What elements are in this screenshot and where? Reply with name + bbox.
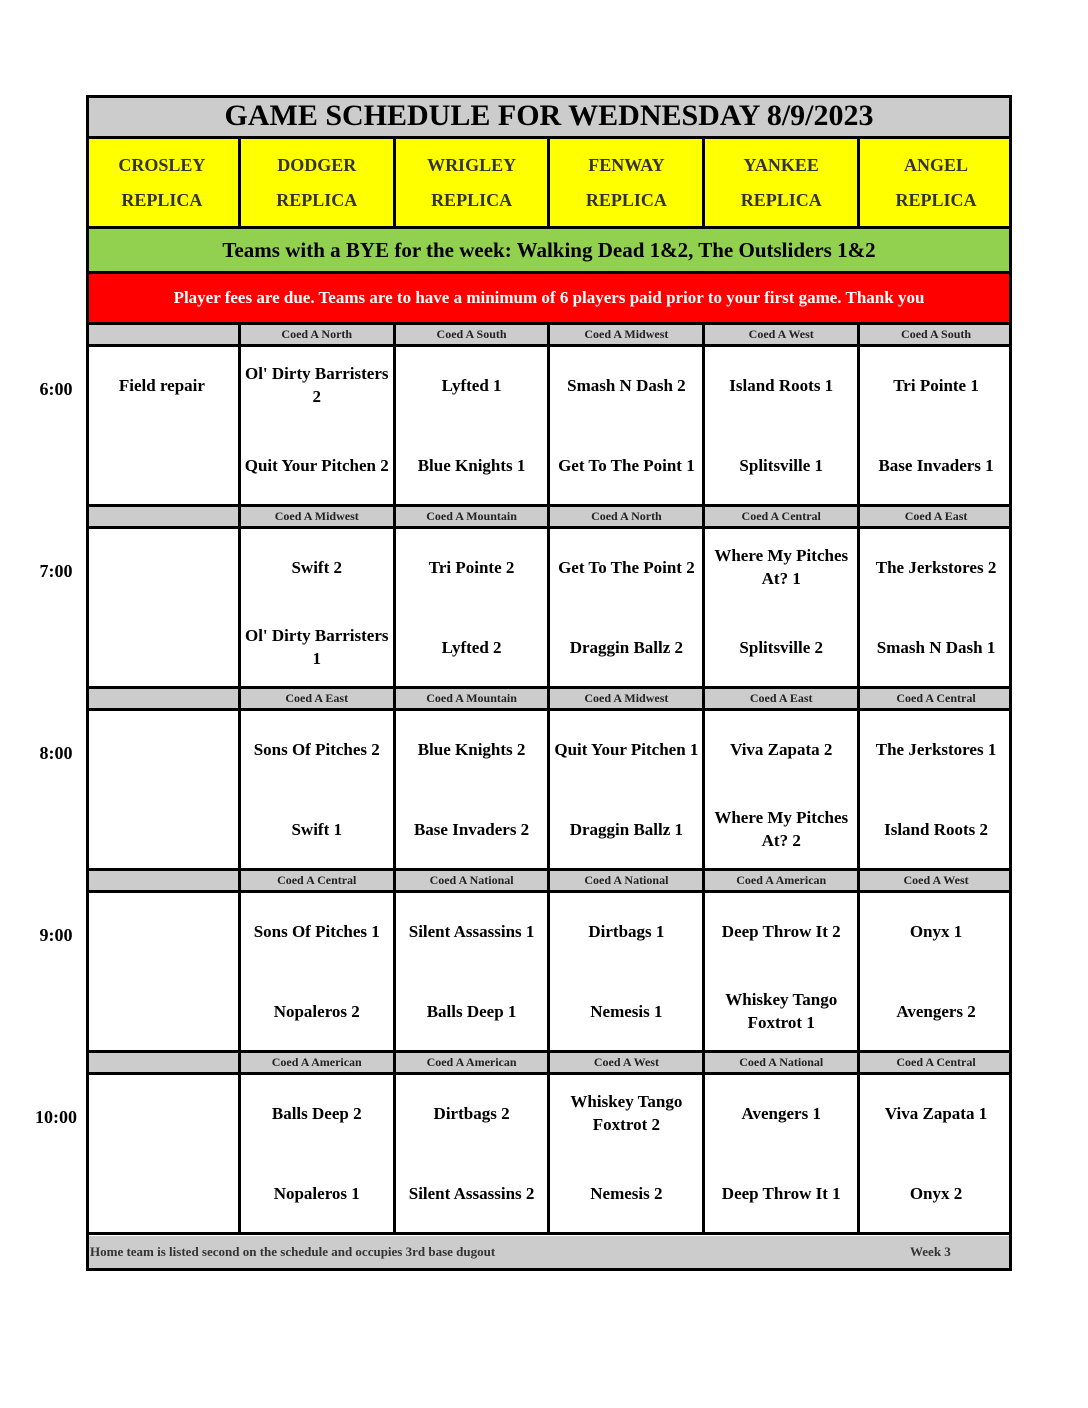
home-team: Whiskey Tango Foxtrot 1 bbox=[725, 990, 838, 1032]
away-team: Quit Your Pitchen 1 bbox=[554, 739, 699, 759]
home-team: Base Invaders 2 bbox=[413, 819, 530, 839]
home-team: Draggin Ballz 2 bbox=[569, 637, 684, 657]
footer-note: Home team is listed second on the schedule and occupies 3rd base dugout bbox=[90, 1244, 496, 1259]
away-team: Deep Throw It 2 bbox=[721, 921, 841, 941]
division-label: Coed A National bbox=[550, 871, 705, 893]
game-cell bbox=[396, 893, 551, 1053]
field-sub: REPLICA bbox=[431, 189, 513, 210]
division-label: Coed A East bbox=[705, 689, 860, 711]
away-team: Field repair bbox=[118, 375, 205, 395]
home-team bbox=[86, 1167, 238, 1219]
game-cell bbox=[396, 529, 551, 689]
away-team bbox=[86, 723, 238, 775]
division-label: Coed A Midwest bbox=[550, 689, 705, 711]
field-sub: REPLICA bbox=[121, 189, 203, 210]
game-cell bbox=[86, 529, 241, 689]
division-label bbox=[86, 507, 241, 529]
time-label: 7:00 bbox=[39, 561, 73, 581]
home-team: Swift 1 bbox=[291, 819, 342, 839]
division-label: Coed A Central bbox=[705, 507, 860, 529]
home-team: Avengers 2 bbox=[896, 1001, 976, 1021]
division-label: Coed A Central bbox=[241, 871, 396, 893]
game-row bbox=[86, 893, 1012, 1053]
game-cell bbox=[241, 347, 396, 507]
game-cell bbox=[705, 529, 860, 689]
division-label: Coed A East bbox=[241, 689, 396, 711]
home-team: Silent Assassins 2 bbox=[408, 1183, 535, 1203]
home-team: Base Invaders 1 bbox=[878, 455, 994, 475]
away-team: Island Roots 1 bbox=[729, 375, 834, 395]
division-label: Coed A Central bbox=[860, 1053, 1012, 1075]
division-label bbox=[86, 871, 241, 893]
division-label: Coed A American bbox=[705, 871, 860, 893]
home-team: Onyx 2 bbox=[909, 1183, 963, 1203]
time-label: 8:00 bbox=[39, 743, 73, 763]
fees-banner: Player fees are due. Teams are to have a minimum of 6 players paid prior to your first game. Thank you bbox=[86, 274, 1012, 325]
away-team: Tri Pointe 2 bbox=[428, 557, 515, 577]
away-team: Dirtbags 1 bbox=[588, 921, 665, 941]
division-label: Coed A National bbox=[705, 1053, 860, 1075]
home-team: Nemesis 2 bbox=[590, 1183, 663, 1203]
division-label bbox=[86, 1053, 241, 1075]
game-cell bbox=[705, 893, 860, 1053]
schedule-title: GAME SCHEDULE FOR WEDNESDAY 8/9/2023 bbox=[86, 95, 1012, 139]
time-label: 10:00 bbox=[35, 1107, 77, 1127]
division-label bbox=[86, 689, 241, 711]
field-header-dodger bbox=[241, 139, 396, 229]
field-name: WRIGLEY bbox=[427, 154, 517, 175]
home-team: Quit Your Pitchen 2 bbox=[244, 455, 389, 475]
field-name: YANKEE bbox=[743, 154, 819, 175]
division-label: Coed A West bbox=[860, 871, 1012, 893]
away-team: Sons Of Pitches 2 bbox=[253, 739, 380, 759]
division-label bbox=[86, 325, 241, 347]
home-team: Blue Knights 1 bbox=[417, 455, 526, 475]
field-name: FENWAY bbox=[588, 154, 665, 175]
game-cell bbox=[396, 1075, 551, 1235]
home-team: Splitsville 2 bbox=[739, 637, 824, 657]
field-header-wrigley bbox=[396, 139, 551, 229]
game-cell bbox=[86, 347, 241, 507]
bye-banner: Teams with a BYE for the week: Walking Dead 1&2, The Outsliders 1&2 bbox=[86, 229, 1012, 274]
game-cell bbox=[86, 1075, 241, 1235]
home-team: Nemesis 1 bbox=[590, 1001, 663, 1021]
away-team: Smash N Dash 2 bbox=[567, 375, 686, 395]
game-cell bbox=[550, 1075, 705, 1235]
home-team: Lyfted 2 bbox=[441, 637, 502, 657]
game-cell bbox=[860, 1075, 1012, 1235]
home-team bbox=[86, 621, 238, 673]
division-label: Coed A Central bbox=[860, 689, 1012, 711]
time-label: 6:00 bbox=[39, 379, 73, 399]
field-header-crosley bbox=[86, 139, 241, 229]
division-row bbox=[86, 689, 1012, 711]
field-sub: REPLICA bbox=[585, 189, 667, 210]
field-name: DODGER bbox=[277, 154, 357, 175]
division-row bbox=[86, 1053, 1012, 1075]
division-label: Coed A North bbox=[550, 507, 705, 529]
division-row bbox=[86, 507, 1012, 529]
game-cell bbox=[705, 1075, 860, 1235]
away-team: Whiskey Tango Foxtrot 2 bbox=[570, 1092, 683, 1134]
division-label: Coed A West bbox=[705, 325, 860, 347]
away-team bbox=[86, 905, 238, 957]
game-row bbox=[86, 529, 1012, 689]
game-cell bbox=[860, 529, 1012, 689]
away-team: Where My Pitches At? 1 bbox=[714, 546, 849, 588]
footer-bar bbox=[86, 1236, 1012, 1268]
division-label: Coed A Mountain bbox=[396, 689, 551, 711]
home-team: Island Roots 2 bbox=[884, 819, 989, 839]
game-row bbox=[86, 347, 1012, 507]
game-cell bbox=[860, 893, 1012, 1053]
home-team: Ol' Dirty Barristers 1 bbox=[244, 626, 389, 668]
game-cell bbox=[396, 711, 551, 871]
home-team bbox=[86, 803, 238, 855]
week-label: Week 3 bbox=[910, 1244, 951, 1259]
division-label: Coed A North bbox=[241, 325, 396, 347]
game-cell bbox=[396, 347, 551, 507]
game-cell bbox=[86, 893, 241, 1053]
division-label: Coed A Midwest bbox=[241, 507, 396, 529]
away-team: Sons Of Pitches 1 bbox=[253, 921, 380, 941]
game-cell bbox=[550, 347, 705, 507]
game-row bbox=[86, 1075, 1012, 1235]
away-team bbox=[86, 1087, 238, 1139]
time-label: 9:00 bbox=[39, 925, 73, 945]
game-cell bbox=[241, 529, 396, 689]
away-team: Lyfted 1 bbox=[441, 375, 502, 395]
field-sub: REPLICA bbox=[276, 189, 358, 210]
time-slot-block bbox=[86, 1053, 1012, 1235]
home-team bbox=[86, 985, 238, 1037]
home-team: Smash N Dash 1 bbox=[876, 637, 996, 657]
away-team: Silent Assassins 1 bbox=[408, 921, 535, 941]
away-team bbox=[86, 541, 238, 593]
division-label: Coed A South bbox=[396, 325, 551, 347]
division-label: Coed A East bbox=[860, 507, 1012, 529]
game-row bbox=[86, 711, 1012, 871]
game-cell bbox=[86, 711, 241, 871]
division-label: Coed A American bbox=[241, 1053, 396, 1075]
game-cell bbox=[241, 711, 396, 871]
home-team bbox=[86, 439, 238, 491]
time-slot-block bbox=[86, 871, 1012, 1053]
time-slot-block bbox=[86, 325, 1012, 507]
division-label: Coed A West bbox=[550, 1053, 705, 1075]
game-cell bbox=[550, 711, 705, 871]
home-team: Balls Deep 1 bbox=[426, 1001, 517, 1021]
field-sub: REPLICA bbox=[895, 189, 977, 210]
field-header-angel bbox=[860, 139, 1012, 229]
away-team: Onyx 1 bbox=[909, 921, 963, 941]
division-label: Coed A South bbox=[860, 325, 1012, 347]
field-name: CROSLEY bbox=[118, 154, 206, 175]
away-team: Dirtbags 2 bbox=[433, 1103, 510, 1123]
game-cell bbox=[860, 711, 1012, 871]
away-team: Viva Zapata 1 bbox=[884, 1103, 988, 1123]
away-team: The Jerkstores 1 bbox=[875, 739, 997, 759]
away-team: Tri Pointe 1 bbox=[893, 375, 979, 395]
home-team: Where My Pitches At? 2 bbox=[714, 808, 849, 850]
home-team: Draggin Ballz 1 bbox=[569, 819, 684, 839]
division-label: Coed A National bbox=[396, 871, 551, 893]
field-header-fenway bbox=[550, 139, 705, 229]
away-team: Ol' Dirty Barristers 2 bbox=[244, 364, 389, 406]
away-team: Balls Deep 2 bbox=[271, 1103, 362, 1123]
game-cell bbox=[705, 347, 860, 507]
division-row bbox=[86, 871, 1012, 893]
home-team: Get To The Point 1 bbox=[558, 455, 695, 475]
away-team: The Jerkstores 2 bbox=[875, 557, 997, 577]
field-name: ANGEL bbox=[904, 154, 969, 175]
game-cell bbox=[550, 893, 705, 1053]
game-cell bbox=[705, 711, 860, 871]
away-team: Swift 2 bbox=[291, 557, 342, 577]
home-team: Splitsville 1 bbox=[739, 455, 824, 475]
field-sub: REPLICA bbox=[740, 189, 822, 210]
game-cell bbox=[241, 1075, 396, 1235]
division-row bbox=[86, 325, 1012, 347]
away-team: Viva Zapata 2 bbox=[730, 739, 833, 759]
home-team: Nopaleros 1 bbox=[273, 1183, 360, 1203]
game-cell bbox=[860, 347, 1012, 507]
home-team: Deep Throw It 1 bbox=[721, 1183, 841, 1203]
away-team: Get To The Point 2 bbox=[558, 557, 695, 577]
time-slot-block bbox=[86, 689, 1012, 871]
away-team: Avengers 1 bbox=[741, 1103, 821, 1123]
away-team: Blue Knights 2 bbox=[417, 739, 526, 759]
division-label: Coed A Midwest bbox=[550, 325, 705, 347]
home-team: Nopaleros 2 bbox=[273, 1001, 360, 1021]
game-cell bbox=[241, 893, 396, 1053]
division-label: Coed A Mountain bbox=[396, 507, 551, 529]
division-label: Coed A American bbox=[396, 1053, 551, 1075]
game-cell bbox=[550, 529, 705, 689]
time-slot-block bbox=[86, 507, 1012, 689]
field-header-row bbox=[86, 139, 1012, 229]
field-header-yankee bbox=[705, 139, 860, 229]
